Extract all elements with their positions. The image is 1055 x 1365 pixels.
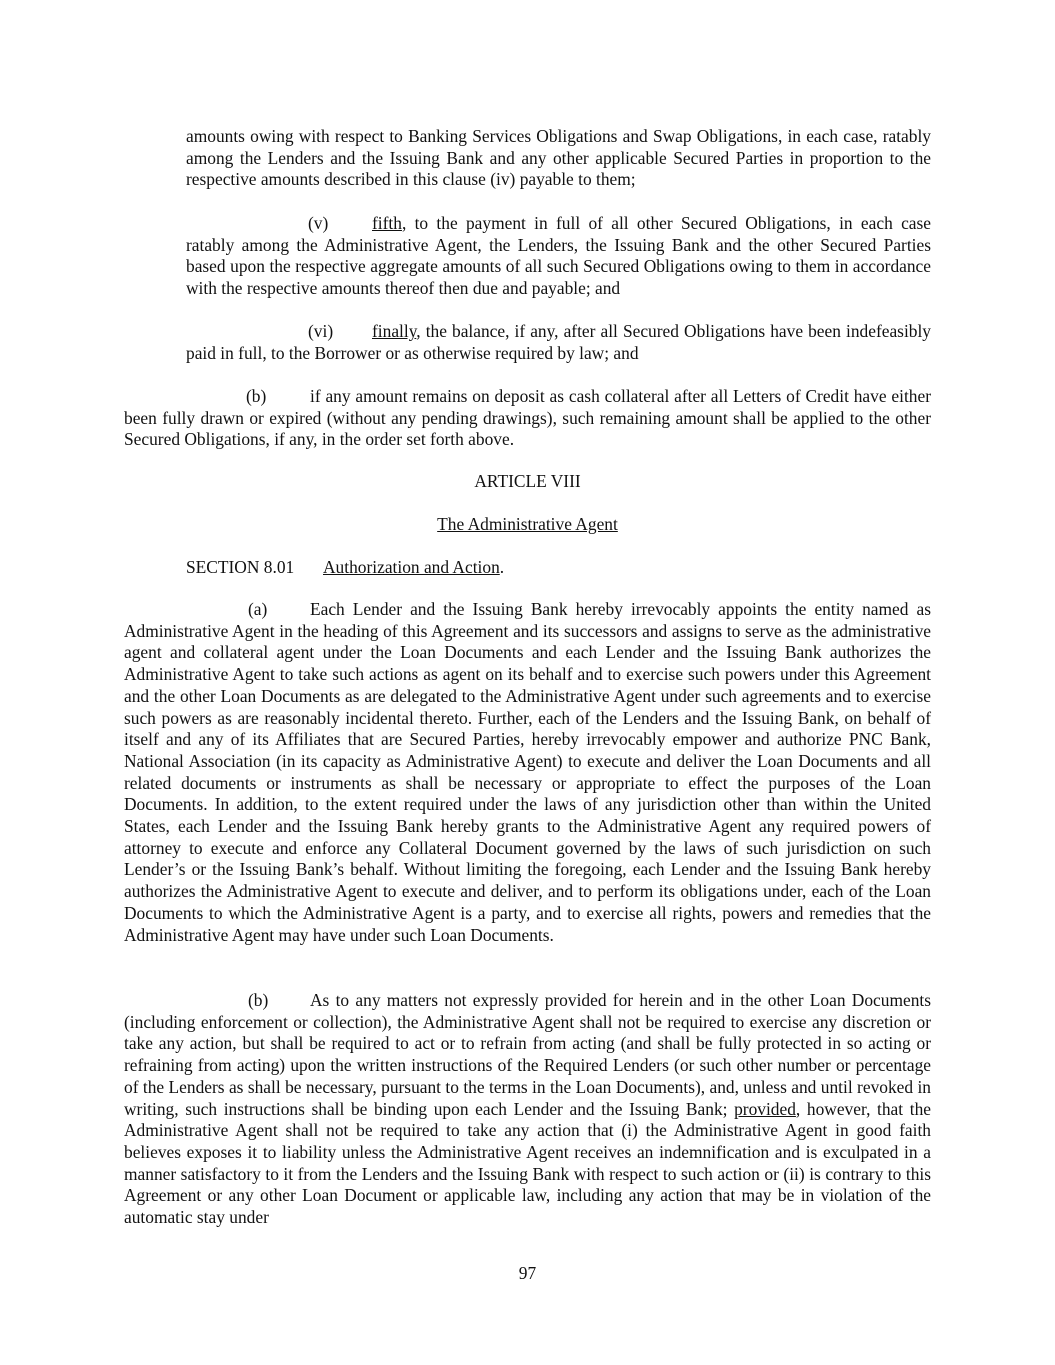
section-8-01-paragraph-b: [124, 990, 931, 1229]
article-number: ARTICLE VIII: [474, 471, 581, 491]
paragraph-a-text: Each Lender and the Issuing Bank hereby irrevocably appoints the entity named as Administrative Agent in the heading of this Agreement and its successors and assigns to serve as the administrative agent and collateral agent under the Loan Documents and each Lender and the Issuing Bank authorizes the Administrative Agent to take such actions as agent on its behalf and to exercise such powers under this Agreement and the other Loan Documents as are delegated to the Administrative Agent under such agreements and to exercise such powers as are reasonably incidental thereto. Further, each of the Lenders and the Issuing Bank, on behalf of itself and any of its Affiliates that are Secured Parties, hereby irrevocably empower and authorize PNC Bank, National Association (in its capacity as Administrative Agent) to execute and deliver the Loan Documents and all related documents or instruments as shall be necessary or appropriate to effect the purposes of the Loan Documents. In addition, to the extent required under the laws of any jurisdiction other than within the United States, each Lender and the Issuing Bank hereby grants to the Administrative Agent any required powers of attorney to execute and enforce any Collateral Document governed by the laws of such jurisdiction on such Lender’s or the Issuing Bank’s behalf. Without limiting the foregoing, each Lender and the Issuing Bank hereby authorizes the Administrative Agent to execute and deliver, and to perform its obligations under, each of the Loan Documents to which the Administrative Agent is a party, and to exercise all rights, powers and remedies that the Administrative Agent may have under such Loan Documents.: [124, 599, 931, 945]
article-title: [124, 514, 931, 536]
clause-vi-label: (vi): [308, 321, 334, 341]
clause-v-term: fifth: [372, 213, 402, 233]
clause-iv-text: amounts owing with respect to Banking Services Obligations and Swap Obligations, in each case, ratably among the Lenders and the Issuing Bank and any other applicable Secured Parties in proportion to the respective amounts described in this clause (iv) payable to them;: [186, 126, 931, 190]
article-title-text: The Administrative Agent: [437, 514, 618, 534]
section-8-01-paragraph-a: [124, 599, 931, 946]
section-number: SECTION 8.01: [186, 557, 295, 577]
paragraph-b-cash-collateral: [124, 386, 931, 451]
paragraph-b2-text-2: , however, that the Administrative Agent shall not be required to take any action that (i) the Administrative Agent in good faith believes exposes it to liability unless the Administrative Agent receives an indemnification and is exculpated in a manner satisfactory to it from the Lenders and the Issuing Bank with respect to such action or (ii) is contrary to this Agreement or any other Loan Document or applicable law, including any action that may be in violation of the automatic stay under: [124, 1098, 931, 1228]
section-title: Authorization and Action: [323, 557, 500, 577]
clause-vi: [186, 321, 931, 364]
clause-vi-text: , the balance, if any, after all Secured Obligations have been indefeasibly paid in full, to the Borrower or as otherwise required by law; and: [186, 321, 931, 363]
section-heading: [186, 557, 931, 579]
section-title-end: .: [499, 557, 505, 577]
paragraph-b-text: if any amount remains on deposit as cash collateral after all Letters of Credit have either been fully drawn or expired (without any pending drawings), such remaining amount shall be applied to the other Secured Obligations, if any, in the order set forth above.: [124, 386, 931, 450]
clause-v-label: (v): [308, 213, 329, 233]
paragraph-a-label: (a): [248, 599, 268, 619]
clause-v: [186, 213, 931, 300]
paragraph-b2-term: provided: [734, 1098, 796, 1119]
paragraph-b2-text-1: As to any matters not expressly provided for herein and in the other Loan Documents (including enforcement or collection), the Administrative Agent shall not be required to exercise any discretion or take any action, but shall be required to act or to refrain from acting (and shall be fully protected in so acting or refraining from acting) upon the written instructions of the Required Lenders (or such other number or percentage of the Lenders as shall be necessary, pursuant to the terms in the Loan Documents), and, unless and until revoked in writing, such instructions shall be binding upon each Lender and the Issuing Bank;: [124, 990, 931, 1119]
paragraph-b2-label: (b): [248, 990, 269, 1010]
clause-v-text: , to the payment in full of all other Secured Obligations, in each case ratably among the Administrative Agent, the Lenders, the Issuing Bank and the other Secured Parties based upon the respective aggregate amounts of all such Secured Obligations owing to them in accordance with the respective amounts thereof then due and payable; and: [186, 213, 931, 299]
page-number: 97: [518, 1263, 537, 1283]
clause-iv-continuation: [186, 126, 931, 191]
paragraph-b-label: (b): [246, 386, 267, 406]
clause-vi-term: finally: [372, 321, 417, 341]
